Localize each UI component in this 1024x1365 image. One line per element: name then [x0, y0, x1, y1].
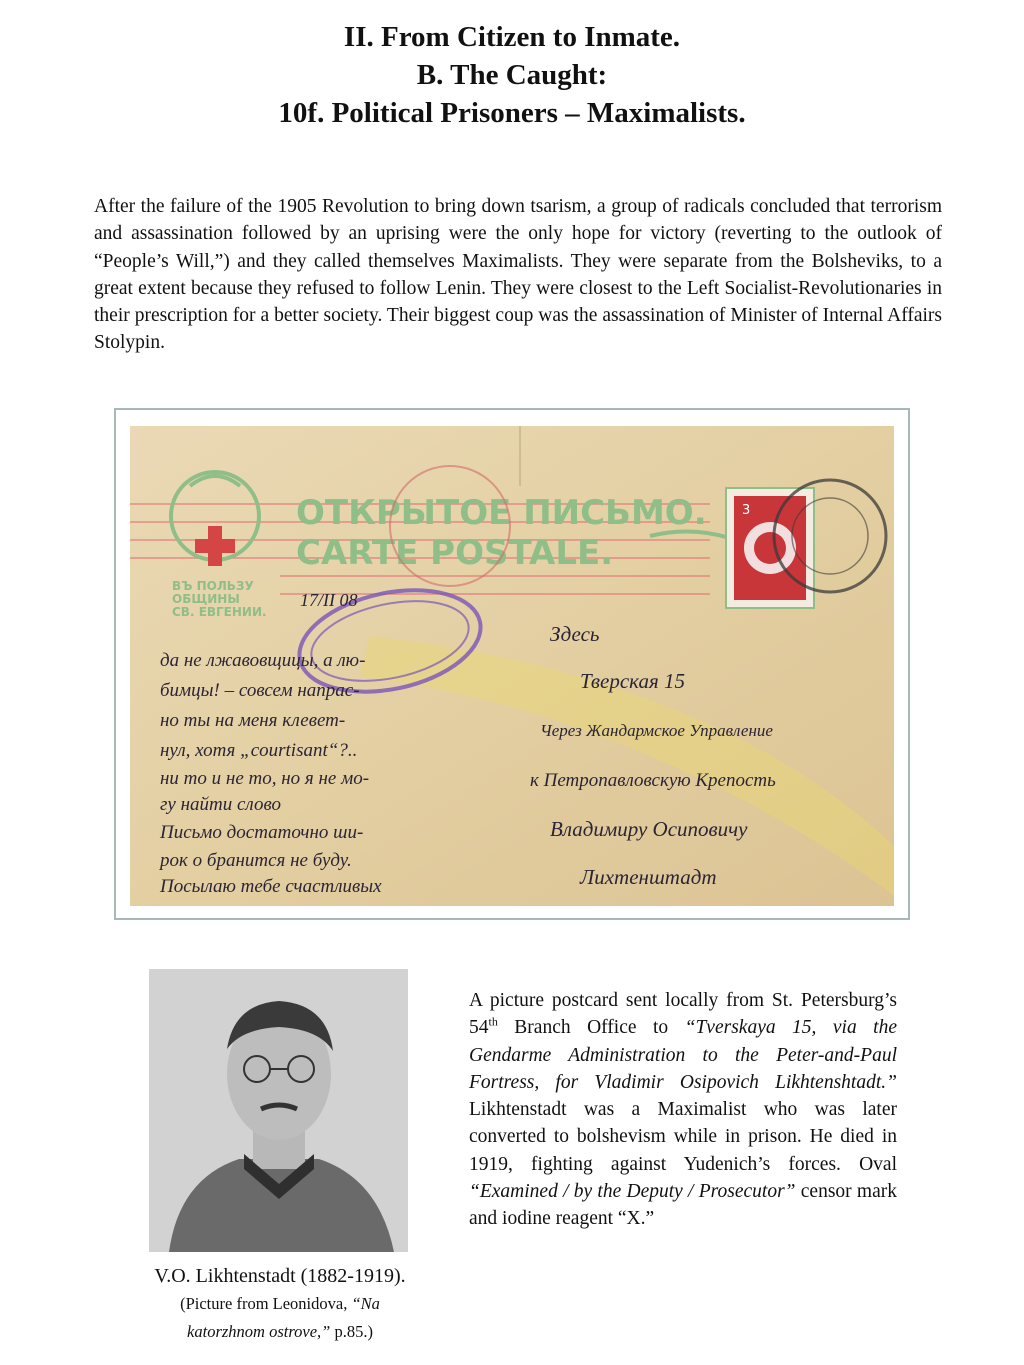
hw-left-3: но ты на меня клевет- [160, 710, 346, 731]
title-line-3: 10f. Political Prisoners – Maximalists. [278, 97, 746, 129]
date-note: 17/II 08 [300, 590, 358, 610]
hw-left-8: рок о бранится не буду. [160, 850, 352, 871]
handwriting-left [158, 650, 382, 897]
address-line-6: Лихтенштадт [580, 865, 717, 889]
postcard-header-1: ОТКРЫТОЕ ПИСЬМО. [296, 493, 707, 533]
hw-left-5: ни то и не то, но я не мо- [160, 768, 370, 789]
stamp-value: 3 [742, 503, 751, 518]
portrait-photo [149, 969, 408, 1252]
address-line-3: Через Жандармское Управление [540, 721, 773, 740]
postcard-header-2: CARTE POSTALE. [296, 533, 614, 573]
address-line-4: к Петропавловскую Крепость [530, 770, 776, 791]
charity-text-1: ВЪ ПОЛЬЗУ [172, 579, 254, 593]
hw-left-9: Посылаю тебе счастливых [160, 876, 382, 897]
charity-text-3: СВ. ЕВГЕНИИ. [172, 605, 267, 619]
caption-line-2 [110, 1290, 450, 1318]
portrait-icon [149, 969, 408, 1252]
hw-left-4: нул, хотя „courtisant“?.. [160, 740, 358, 761]
intro-paragraph: After the failure of the 1905 Revolution to bring down tsarism, a group of radicals concluded that terrorism and assassination followed by an uprising were the only hope for victory (reverting to the outlook of “People’s Will,”) and they called themselves Maximalists. They were separate from the Bolsheviks, to a great extent because they refused to follow Lenin. They were closest to the Left Socialist-Revolutionaries in their prescription for a better society. Their biggest coup was the assassination of Minister of Internal Affairs Stolypin. [94, 196, 942, 354]
desc-part-1: A picture postcard sent locally from St. Petersburg’s 54 [469, 990, 897, 1039]
desc-part-2: Branch Office to [497, 1017, 685, 1039]
title-line-1: II. From Citizen to Inmate. [343, 21, 681, 53]
hw-left-1: да не лжавовщицы, а лю- [160, 650, 366, 671]
caption-line-2-text: (Picture from Leonidova, [180, 1294, 352, 1313]
desc-superscript: th [488, 1014, 498, 1029]
postcard-description [469, 987, 897, 1233]
hw-left-2: бимцы! – совсем напрас- [160, 680, 360, 701]
hw-left-7: Письмо достаточно ши- [160, 822, 364, 843]
desc-part-6: censor mark and iodine reagent “X.” [469, 1181, 897, 1230]
desc-address-quote: “Tverskaya 15, via the Gendarme Administration to the Peter-and-Paul Fortress, for Vladimir Osipovich Likhtenshtadt.” [469, 1017, 897, 1093]
postage-stamp [726, 488, 814, 608]
title-line-2: B. The Caught: [416, 59, 608, 91]
photo-caption [110, 1263, 450, 1346]
postcard-frame [114, 408, 910, 920]
caption-line-1: V.O. Likhtenstadt (1882-1919). [154, 1265, 406, 1287]
caption-line-3-text: p.85.) [330, 1322, 373, 1341]
address-line-5: Владимиру Осиповичу [550, 817, 748, 841]
desc-part-4: Likhtenstadt was a Maximalist who was later converted to bolshevism while in prison. He died in 1919, fighting against Yudenich’s forces. Oval [469, 1099, 897, 1175]
caption-line-3 [110, 1318, 450, 1346]
hw-left-6: гу найти слово [160, 794, 281, 815]
charity-text-2: ОБЩИНЫ [172, 592, 240, 606]
page-title [0, 18, 1024, 132]
postcard-image [130, 426, 894, 906]
address-line-2: Тверская 15 [580, 669, 685, 693]
caption-line-2-ital: “Na [351, 1294, 380, 1313]
desc-censor-quote: “Examined / by the Deputy / Prosecutor” [469, 1181, 796, 1203]
caption-line-3-ital: katorzhnom ostrove,” [187, 1322, 331, 1341]
address-line-1: Здесь [550, 622, 600, 646]
